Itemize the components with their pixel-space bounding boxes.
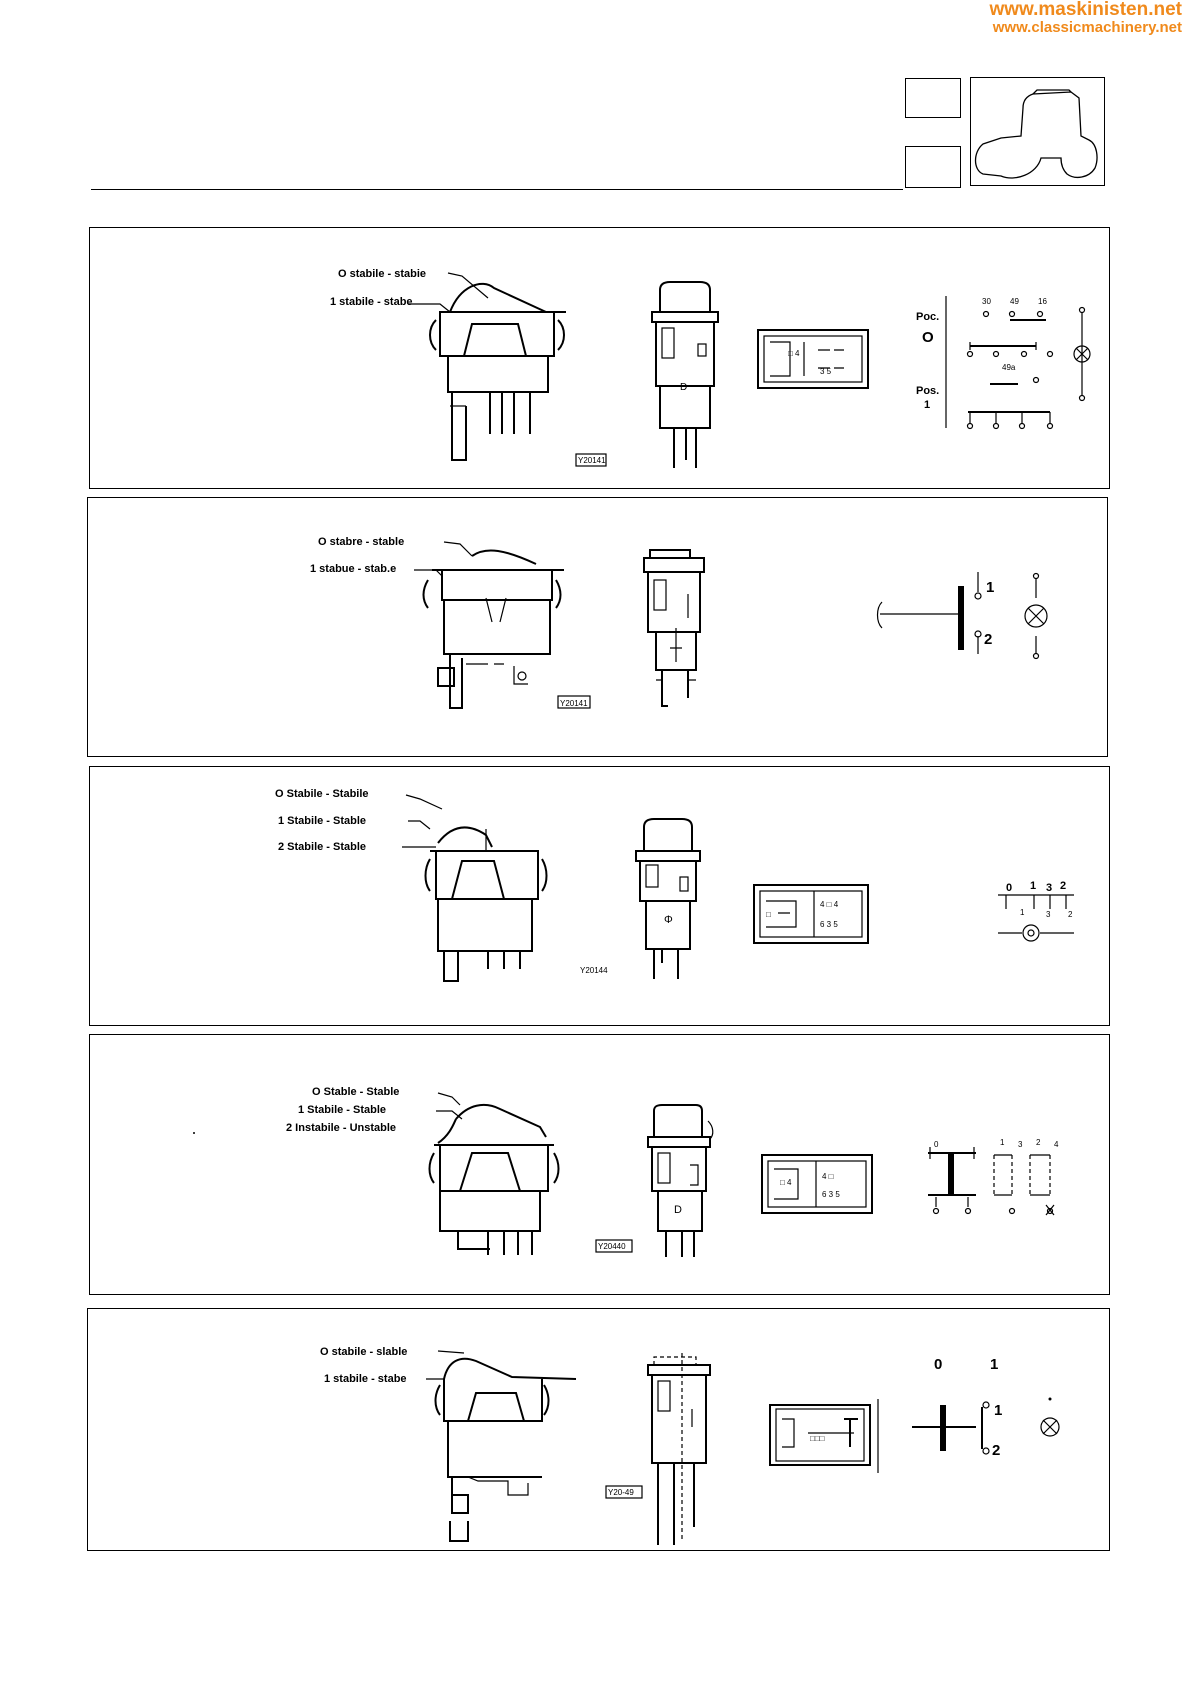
panel4-label-1: 1 Stabile - Stable	[298, 1104, 387, 1116]
panel3-ref: Y20144	[580, 966, 608, 975]
panel4-term-3: 3	[1018, 1140, 1023, 1149]
header-box-bottom	[905, 146, 961, 188]
panel3-term-3b: 3	[1046, 910, 1051, 919]
panel1-term-49: 49	[1010, 297, 1019, 306]
panel5-contact-2: 2	[992, 1442, 1001, 1459]
switch-front-view-1	[652, 282, 718, 468]
panel3-term-0: 0	[1006, 882, 1013, 894]
switch-panel-1	[89, 227, 1110, 489]
panel4-term-1: 1	[1000, 1138, 1005, 1147]
panel5-ref: Y20-49	[608, 1488, 634, 1497]
panel3-term-1b: 1	[1020, 908, 1025, 917]
schematic-2	[878, 572, 1048, 659]
watermark	[989, 0, 1182, 36]
switch-panel-3	[89, 766, 1110, 1026]
svg-text:3 5: 3 5	[820, 367, 832, 376]
schematic-1	[916, 296, 1090, 429]
panel4-ref: Y20440	[598, 1242, 626, 1251]
panel4-label-0: O Stable - Stable	[312, 1086, 400, 1098]
panel3-term-1: 1	[1030, 880, 1037, 892]
svg-text:4 □ 4: 4 □ 4	[820, 900, 839, 909]
switch-panel-2	[87, 497, 1108, 757]
panel2-contact-1: 1	[986, 579, 995, 596]
panel4-term-2: 2	[1036, 1138, 1041, 1147]
panel1-pos1-header: Pos.	[916, 385, 940, 397]
svg-text:□ 4: □ 4	[780, 1178, 792, 1187]
switch-panel-4	[89, 1034, 1110, 1295]
panel2-ref: Y20141	[560, 699, 588, 708]
schematic-3	[998, 880, 1074, 941]
panel3-term-2b: 2	[1068, 910, 1073, 919]
svg-text:□: □	[766, 910, 771, 919]
switch-panel-5	[87, 1308, 1110, 1551]
svg-text:□ 4: □ 4	[788, 349, 800, 358]
tractor-icon	[971, 78, 1104, 185]
switch-side-view-3	[426, 827, 547, 981]
panel4-term-0: 0	[934, 1140, 939, 1149]
lamp-icon	[1023, 925, 1039, 941]
panel1-term-30: 30	[982, 297, 991, 306]
panel1-pos0: O	[922, 329, 934, 346]
panel3-label-2: 2 Stabile - Stable	[278, 841, 367, 853]
panel1-term-49a: 49a	[1002, 363, 1016, 372]
schematic-4	[928, 1138, 1059, 1215]
schematic-5	[912, 1356, 1059, 1459]
panel1-pos1: 1	[924, 399, 931, 411]
switch-front-view-3	[636, 819, 700, 979]
header-box-top	[905, 78, 961, 118]
switch-front-view-5	[648, 1353, 710, 1545]
panel4-label-2: 2 Instabile - Unstable	[286, 1122, 397, 1134]
svg-text:4 □: 4 □	[822, 1172, 834, 1181]
panel5-label-1: 1 stabile - stabe	[324, 1373, 407, 1385]
panel2-label-1: 1 stabue - stab.e	[310, 563, 397, 575]
panel3-term-2: 2	[1060, 880, 1067, 892]
panel3-term-3: 3	[1046, 882, 1053, 894]
switch-bottom-view-4	[762, 1155, 872, 1213]
svg-text:Φ: Φ	[664, 914, 673, 926]
header-rule	[91, 189, 903, 190]
switch-front-view-4	[648, 1105, 713, 1257]
switch-bottom-view-1	[758, 330, 868, 388]
switch-side-view-4	[430, 1105, 559, 1255]
panel4-term-4: 4	[1054, 1140, 1059, 1149]
panel2-contact-2: 2	[984, 631, 993, 648]
svg-text:□□□: □□□	[810, 1434, 825, 1443]
svg-text:6 3 5: 6 3 5	[820, 920, 838, 929]
panel1-ref: Y20141	[578, 456, 606, 465]
panel5-label-0: O stabile - slable	[320, 1346, 408, 1358]
panel5-contact-1: 1	[994, 1402, 1003, 1419]
panel5-pos0: 0	[934, 1356, 943, 1373]
panel3-label-1: 1 Stabile - Stable	[278, 815, 367, 827]
panel3-label-0: O Stabile - Stabile	[275, 788, 369, 800]
switch-bottom-view-3	[754, 885, 868, 943]
switch-bottom-view-5	[770, 1399, 878, 1473]
panel5-pos1: 1	[990, 1356, 999, 1373]
switch-front-view-2	[644, 550, 704, 706]
panel1-pos-header: Poc.	[916, 311, 940, 323]
tractor-icon-box	[970, 77, 1105, 186]
panel2-label-0: O stabre - stable	[318, 536, 405, 548]
switch-side-view-5	[436, 1359, 577, 1541]
switch-side-view-2	[424, 550, 565, 708]
panel1-term-16: 16	[1038, 297, 1047, 306]
switch-side-view-1	[430, 284, 566, 460]
panel1-label-1: 1 stabile - stabe	[330, 296, 413, 308]
watermark-line-2[interactable]: www.classicmachinery.net	[992, 18, 1182, 36]
svg-text:6 3 5: 6 3 5	[822, 1190, 840, 1199]
svg-text:D: D	[680, 382, 688, 393]
watermark-line-1[interactable]: www.maskinisten.net	[989, 0, 1182, 20]
svg-text:D: D	[674, 1204, 682, 1216]
panel1-label-0: O stabile - stabie	[338, 268, 427, 280]
